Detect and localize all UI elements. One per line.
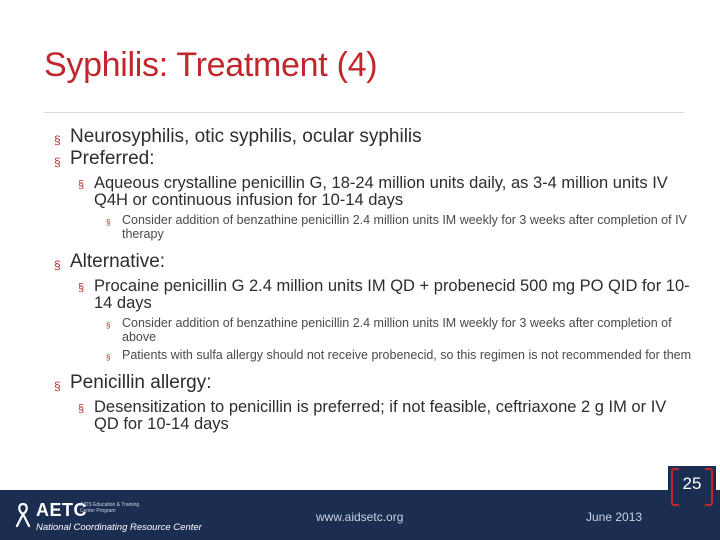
bullet-level2 [78,399,694,433]
bullet-level1 [54,148,694,169]
bullet-icon: § [78,282,85,294]
footer-date: June 2013 [586,510,643,524]
bullet-text: Penicillin allergy: [70,372,212,393]
logo-wordmark: AETC [36,500,87,520]
bullet-text: Aqueous crystalline penicillin G, 18-24 million units daily, as 3-4 million units IV Q4H or continuous infusion for 10-14 days [94,174,668,209]
logo-program-text: AIDS Education & Training Center Program [80,502,140,514]
slide-content [54,126,694,433]
bullet-level1 [54,251,694,272]
bullet-level2 [78,175,694,209]
page-number-badge [668,466,716,508]
slide-title: Syphilis: Treatment (4) [44,46,378,84]
page-number: 25 [682,474,702,493]
bullet-text: Patients with sulfa allergy should not receive probenecid, so this regimen is not recommended for them [122,348,692,362]
bullet-icon: § [78,403,85,415]
logo-subtitle: National Coordinating Resource Center [36,522,202,533]
bullet-level1 [54,372,694,393]
bullet-level3 [106,348,694,362]
bullet-text: Desensitization to penicillin is preferred; if not feasible, ceftriaxone 2 g IM or IV QD for 10-14 days [94,398,667,433]
bullet-icon: § [54,258,61,272]
bullet-level2 [78,278,694,312]
bullet-text: Alternative: [70,251,166,272]
bullet-text: Consider addition of benzathine penicillin 2.4 million units IM weekly for 3 weeks after completion of above [122,316,672,344]
bullet-icon: § [54,155,61,169]
bullet-icon: § [78,179,85,191]
aetc-logo [14,500,214,532]
awareness-ribbon-icon [14,502,32,528]
bullet-level3 [106,213,694,241]
bullet-text: Consider addition of benzathine penicillin 2.4 million units IM weekly for 3 weeks after completion of IV therapy [122,213,687,241]
bullet-text: Procaine penicillin G 2.4 million units IM QD + probenecid 500 mg PO QID for 10-14 days [94,277,690,312]
bullet-level1 [54,126,694,147]
title-divider [44,112,684,113]
bullet-icon: § [106,218,111,227]
bullet-text: Preferred: [70,148,155,169]
bullet-level3 [106,316,694,344]
bullet-text: Neurosyphilis, otic syphilis, ocular syphilis [70,126,422,147]
bullet-icon: § [106,321,111,330]
footer-url[interactable]: www.aidsetc.org [316,510,404,524]
bullet-icon: § [54,133,61,147]
footer-bar [0,490,720,540]
bullet-icon: § [106,353,111,362]
bullet-icon: § [54,379,61,393]
